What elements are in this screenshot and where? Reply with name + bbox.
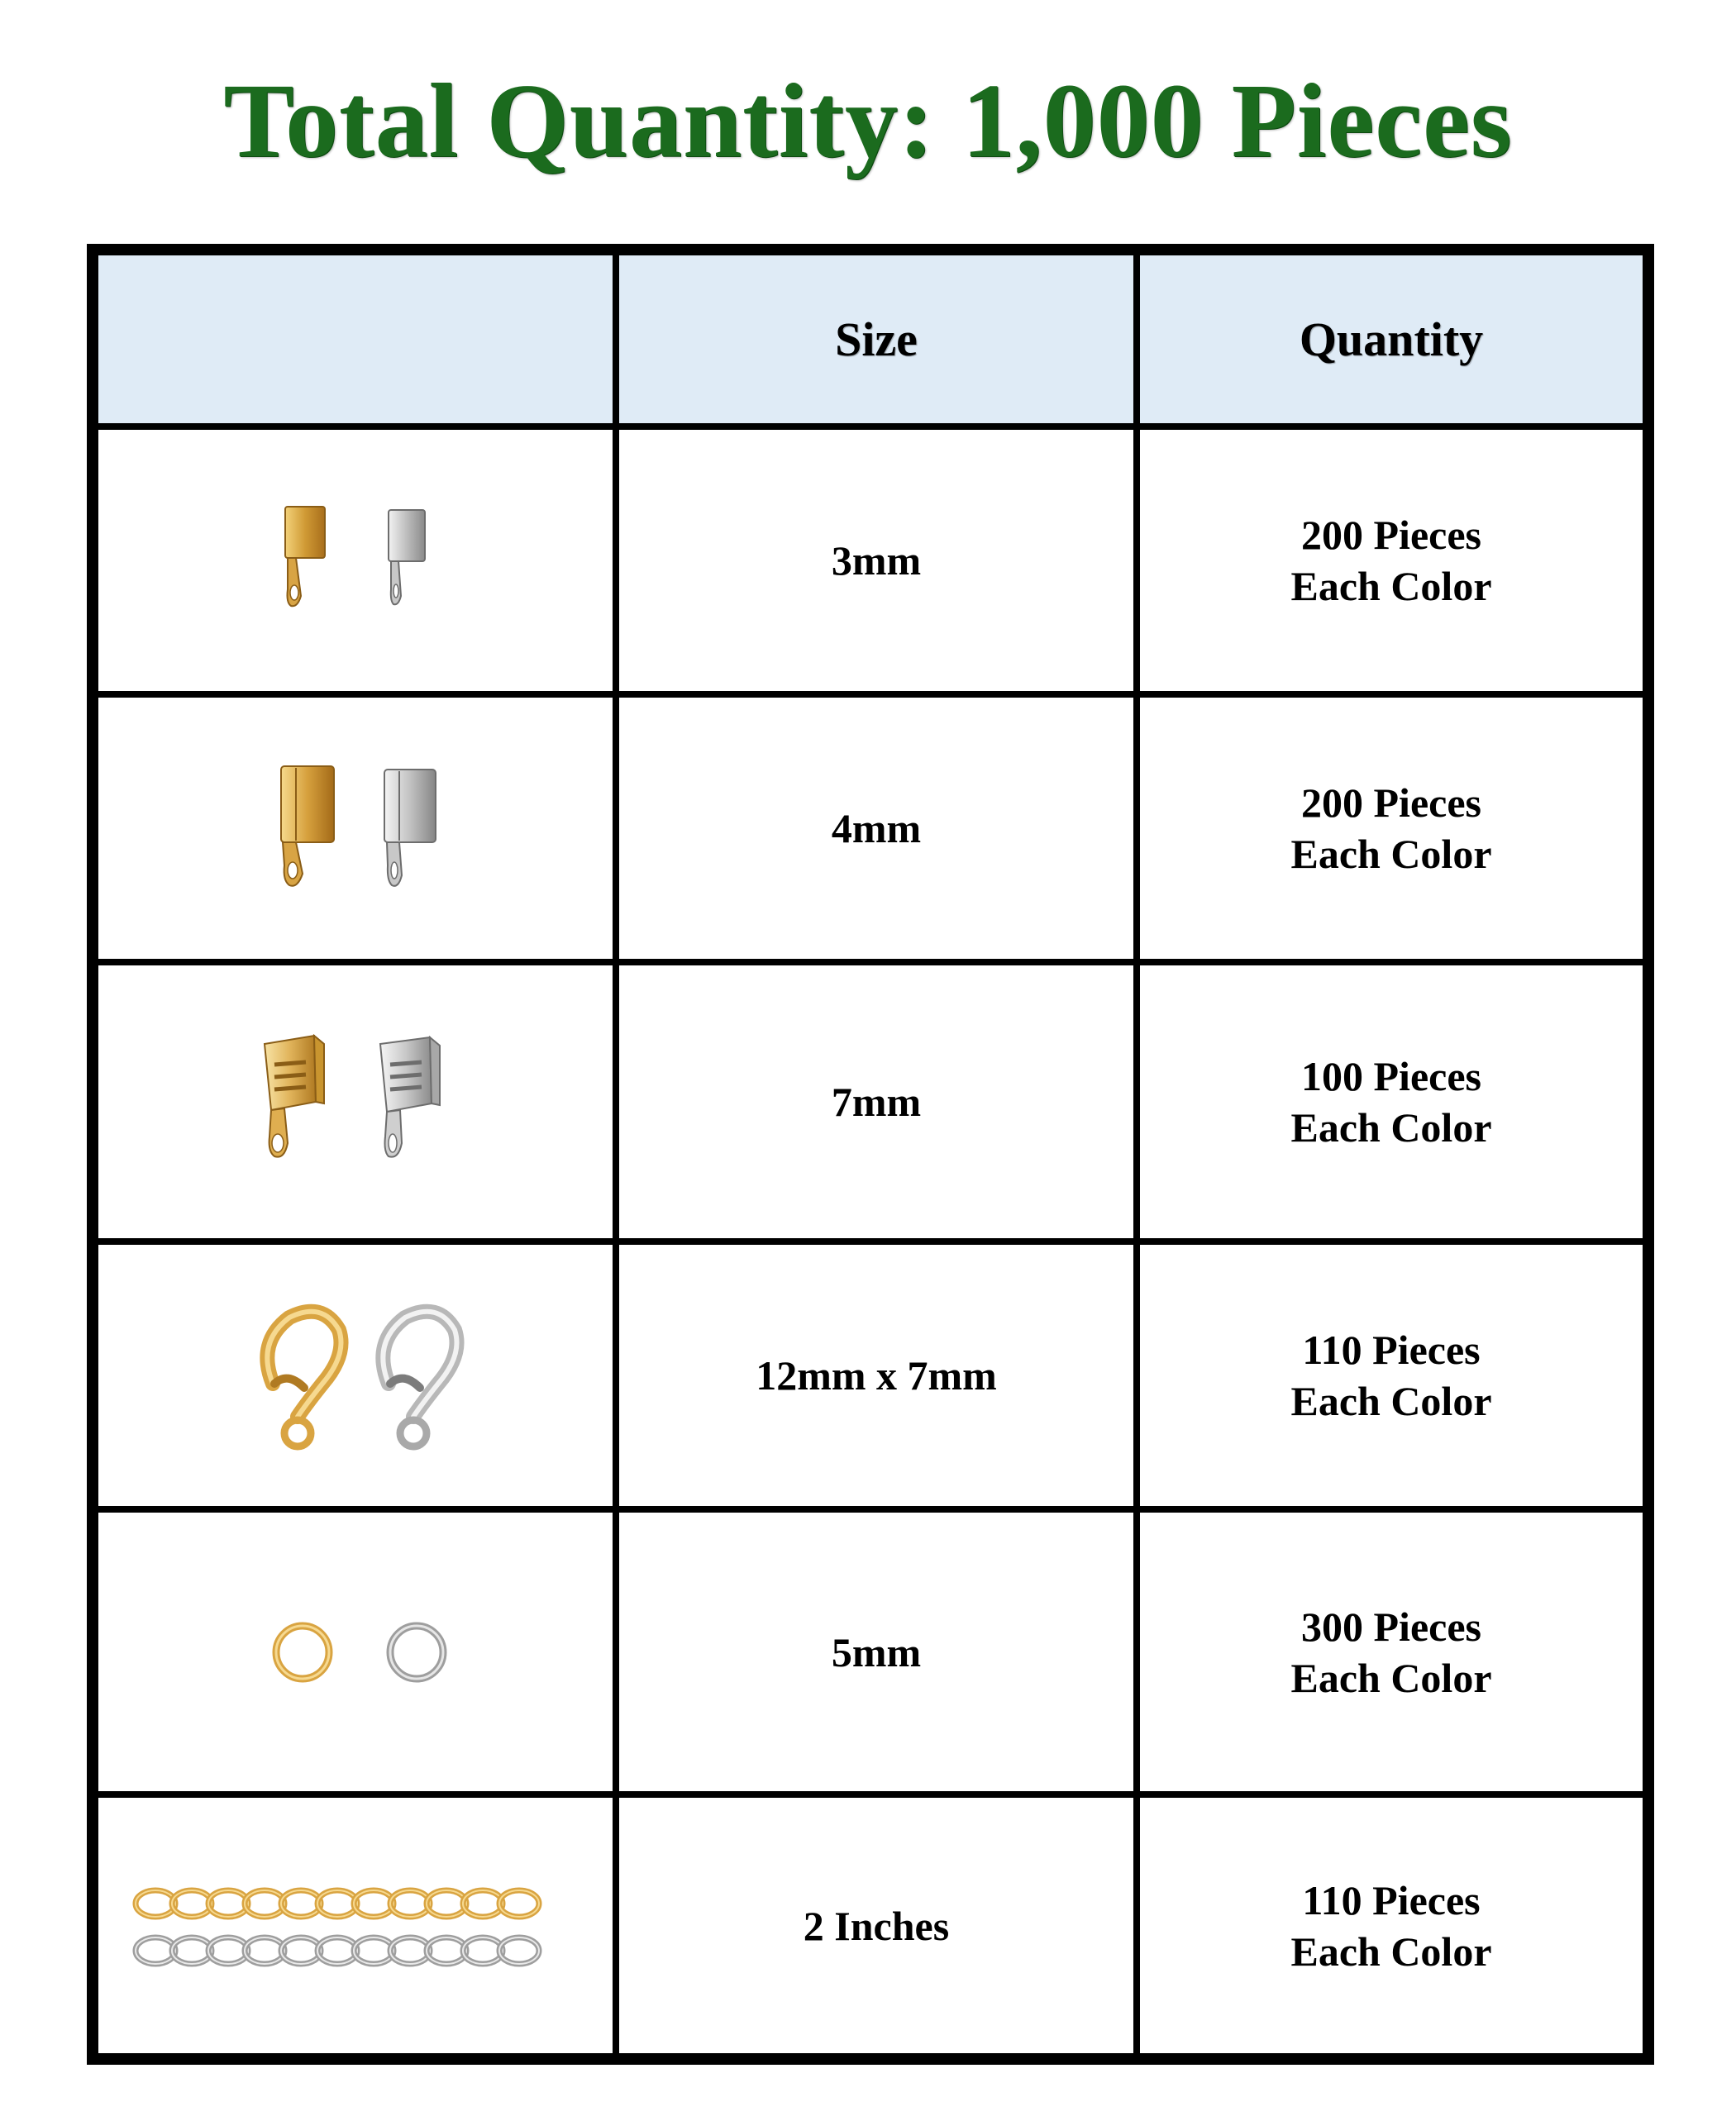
size-value: 5mm bbox=[831, 1628, 922, 1675]
row-divider bbox=[98, 959, 1643, 965]
row-divider bbox=[98, 691, 1643, 698]
extender-chain-icon bbox=[132, 1872, 579, 1980]
quantity-line-2: Each Color bbox=[1290, 1928, 1492, 1975]
ribbon-crimp-end-icon bbox=[223, 1027, 488, 1176]
size-value: 2 Inches bbox=[803, 1902, 950, 1949]
table-row bbox=[98, 430, 1643, 691]
table-header-row bbox=[98, 255, 1643, 423]
quantity-line-2: Each Color bbox=[1290, 1654, 1492, 1701]
row-divider bbox=[98, 1238, 1643, 1245]
column-divider bbox=[1133, 255, 1140, 2053]
quantity-line-1: 100 Pieces bbox=[1301, 1053, 1481, 1099]
item-image-cell bbox=[98, 698, 613, 959]
quantity-line-1: 110 Pieces bbox=[1302, 1876, 1481, 1923]
jump-ring-icon bbox=[231, 1611, 479, 1694]
quantity-line-2: Each Color bbox=[1290, 563, 1492, 609]
item-image-cell bbox=[98, 430, 613, 691]
table-row bbox=[98, 1798, 1643, 2053]
small-fold-crimp-end-icon bbox=[231, 498, 479, 622]
item-image-cell bbox=[98, 1798, 613, 2053]
quantity-line-1: 200 Pieces bbox=[1301, 779, 1481, 826]
size-value: 7mm bbox=[831, 1079, 922, 1125]
row-divider bbox=[98, 423, 1643, 430]
size-value: 3mm bbox=[831, 537, 922, 584]
quantity-line-2: Each Color bbox=[1290, 1104, 1492, 1151]
page-title: Total Quantity: 1,000 Pieces bbox=[223, 62, 1513, 179]
item-image-cell bbox=[98, 1513, 613, 1791]
row-divider bbox=[98, 1506, 1643, 1513]
item-image-cell bbox=[98, 1245, 613, 1506]
quantity-line-1: 200 Pieces bbox=[1301, 512, 1481, 558]
item-image-cell bbox=[98, 965, 613, 1238]
size-value: 12mm x 7mm bbox=[756, 1352, 997, 1399]
quantity-value bbox=[1140, 1798, 1643, 2053]
quantity-value bbox=[1140, 1245, 1643, 1506]
header-image-cell bbox=[98, 255, 613, 423]
column-divider bbox=[613, 255, 619, 2053]
quantity-line-2: Each Color bbox=[1290, 1378, 1492, 1424]
quantity-line-1: 300 Pieces bbox=[1301, 1603, 1481, 1650]
header-quantity: Quantity bbox=[1299, 312, 1484, 366]
table-row bbox=[98, 1513, 1643, 1791]
quantity-value bbox=[1140, 1513, 1643, 1791]
fold-crimp-end-icon bbox=[231, 758, 479, 898]
product-table bbox=[87, 244, 1654, 2065]
quantity-line-1: 110 Pieces bbox=[1302, 1327, 1481, 1373]
table-row bbox=[98, 965, 1643, 1238]
quantity-line-2: Each Color bbox=[1290, 831, 1492, 877]
size-value: 4mm bbox=[831, 805, 922, 851]
lobster-clasp-icon bbox=[223, 1293, 488, 1458]
quantity-value bbox=[1140, 430, 1643, 691]
row-divider bbox=[98, 1791, 1643, 1798]
table-row bbox=[98, 698, 1643, 959]
table-row bbox=[98, 1245, 1643, 1506]
quantity-value bbox=[1140, 698, 1643, 959]
quantity-value bbox=[1140, 965, 1643, 1238]
header-size: Size bbox=[835, 312, 918, 366]
